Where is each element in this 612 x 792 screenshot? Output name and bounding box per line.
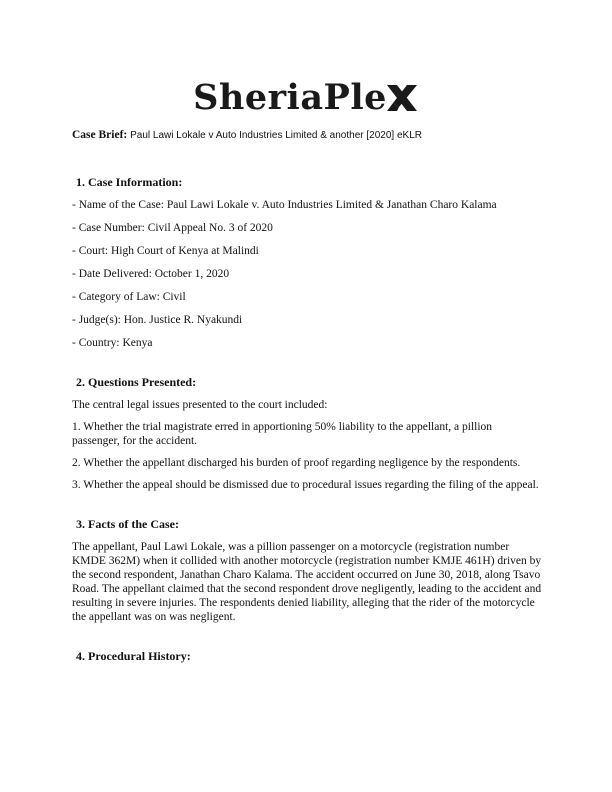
question-item: 3. Whether the appeal should be dismissed due to procedural issues regarding the filing of the appeal. — [72, 479, 539, 491]
date-delivered-item: - Date Delivered: October 1, 2020 — [72, 268, 230, 280]
section-questions-presented — [72, 375, 542, 492]
section-case-information — [72, 175, 542, 350]
category-of-law-item: - Category of Law: Civil — [72, 291, 186, 303]
case-brief-title: Paul Lawi Lokale v Auto Industries Limited & another [2020] eKLR — [130, 130, 422, 141]
section-heading: 2. Questions Presented: — [76, 375, 197, 389]
document-body — [72, 175, 542, 688]
section-heading: 1. Case Information: — [76, 175, 183, 189]
section-heading: 4. Procedural History: — [76, 649, 191, 663]
court-item: - Court: High Court of Kenya at Malindi — [72, 245, 259, 257]
sheriaplex-logo — [0, 74, 612, 128]
case-brief-label: Case Brief: — [72, 129, 128, 141]
question-item: 1. Whether the trial magistrate erred in apportioning 50% liability to the appellant, a pillion passenger, for the accident. — [72, 421, 493, 447]
logo-text: SheriaPle — [193, 77, 387, 118]
questions-intro: The central legal issues presented to the court included: — [72, 399, 328, 411]
section-procedural-history — [72, 649, 542, 663]
section-facts — [72, 517, 542, 624]
country-item: - Country: Kenya — [72, 337, 153, 349]
question-item: 2. Whether the appellant discharged his burden of proof regarding negligence by the respondents. — [72, 457, 521, 469]
x-mark-icon — [385, 80, 419, 128]
facts-paragraph: The appellant, Paul Lawi Lokale, was a pillion passenger on a motorcycle (registration number KMDE 362M) when it collided with another motorcycle (registration number KMJE 461H) driven by the second respondent, Janathan Charo Kalama. The accident occurred on June 30, 2018, along Tsavo Road. The appellant claimed that the second respondent drove negligently, leading to the accident and resulting in severe injuries. The respondents denied liability, alleging that the rider of the motorcycle the appellant was on was negligent. — [72, 541, 542, 623]
case-number-item: - Case Number: Civil Appeal No. 3 of 2020 — [72, 222, 273, 234]
judges-item: - Judge(s): Hon. Justice R. Nyakundi — [72, 314, 243, 326]
case-brief-line — [72, 128, 422, 143]
case-name-item: - Name of the Case: Paul Lawi Lokale v. Auto Industries Limited & Janathan Charo Kalama — [72, 199, 497, 211]
section-heading: 3. Facts of the Case: — [76, 517, 179, 531]
